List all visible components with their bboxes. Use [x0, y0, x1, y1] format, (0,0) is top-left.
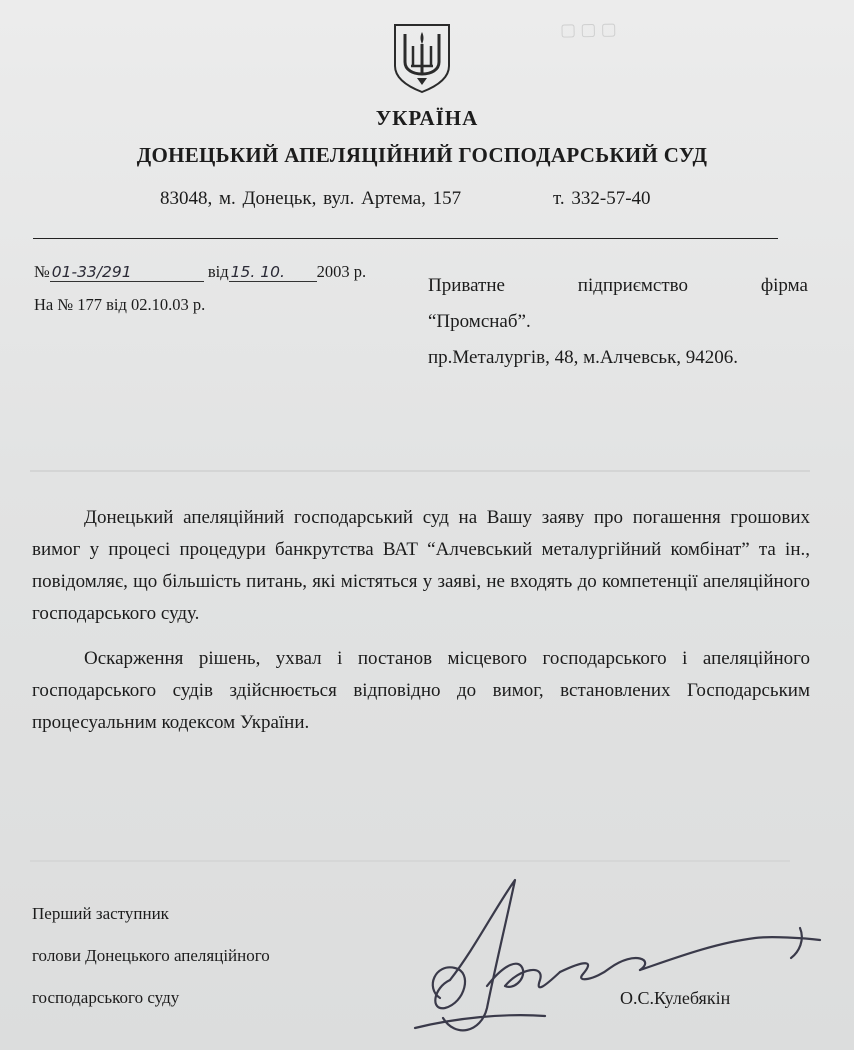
court-address: 83048, м. Донецьк, вул. Артема, 157	[160, 188, 462, 209]
signatory-title-line: голови Донецького апеляційного	[32, 946, 270, 965]
signatory-title-line: господарського суду	[32, 988, 180, 1007]
body-paragraph: Донецький апеляційний господарський суд на Вашу заяву про погашення грошових вимог у процесі процедури банкрутства ВАТ “Алчевський металургійний комбінат” та ін., повідомляє, що більшість питань, які містяться у заяві, не входять до компетенції апеляційного господарського суду.	[32, 507, 810, 624]
recipient-word: підприємство	[577, 275, 689, 296]
recipient-company: “Промснаб”.	[428, 311, 531, 332]
signatory-title	[32, 893, 270, 1019]
trident-emblem-icon	[389, 22, 455, 94]
in-reply-to: На № 177 від 02.10.03 р.	[34, 295, 206, 314]
court-phone: т. 332-57-40	[553, 188, 651, 209]
handwritten-signature	[395, 868, 840, 1048]
recipient-word: Приватне	[428, 275, 505, 296]
letter-body	[32, 502, 810, 752]
signatory-title-line: Перший заступник	[32, 904, 169, 923]
recipient-line-1	[428, 268, 808, 304]
recipient-word: фірма	[760, 275, 808, 296]
body-paragraph: Оскарження рішень, ухвал і постанов місцевого господарського і апеляційного господарського судів здійснюється відповідно до вимог, встановлених Господарським процесуальним кодексом України.	[32, 648, 810, 733]
letter-page: ▢ ▢ ▢ УКРАЇНА ДОНЕЦЬКИЙ АПЕЛЯЦІЙНИЙ ГОСПОДАРСЬКИЙ СУД 83048, м. Донецьк, вул. Артема, 157 т. 332-57-40 № 01-33/291 від 15. 10. 2003 р. На № 177 від 02.10.03 р. Приватне підприємство фірма “Промснаб”. пр.Металургів, 48, м.Алчевськ, 94206. Донецький апеляційний господарський суд на Вашу заяву про погашення грошових вимог у процесі процедури банкрутства ВАТ “Алчевський металургійний комбінат” та ін., повідомляє, що більшість питань, які містяться у заяві, не входять до компетенції апеляційного господарського суду. Оскарження рішень, ухвал і постанов місцевого господарського і апеляційного господарського судів здійснюється відповідно до вимог, встановлених Господарським процесуальним кодексом України. Перший заступник голови Донецького апеляційного господарського суду О.С.Кулебякін	[0, 0, 854, 1050]
recipient-address: пр.Металургів, 48, м.Алчевськ, 94206.	[428, 347, 739, 368]
handwritten-date: 15. 10.	[229, 263, 317, 282]
date-label: від	[207, 262, 229, 281]
year: 2003 р.	[316, 262, 367, 281]
outgoing-number: 01-33/291	[50, 263, 204, 282]
signer-name: О.С.Кулебякін	[620, 988, 731, 1008]
recipient-block	[428, 268, 808, 376]
court-name: ДОНЕЦЬКИЙ АПЕЛЯЦІЙНИЙ ГОСПОДАРСЬКИЙ СУД	[136, 143, 708, 167]
outgoing-reference	[34, 262, 366, 282]
header-divider	[33, 238, 778, 239]
country-title: УКРАЇНА	[375, 106, 479, 130]
number-label: №	[34, 262, 50, 281]
